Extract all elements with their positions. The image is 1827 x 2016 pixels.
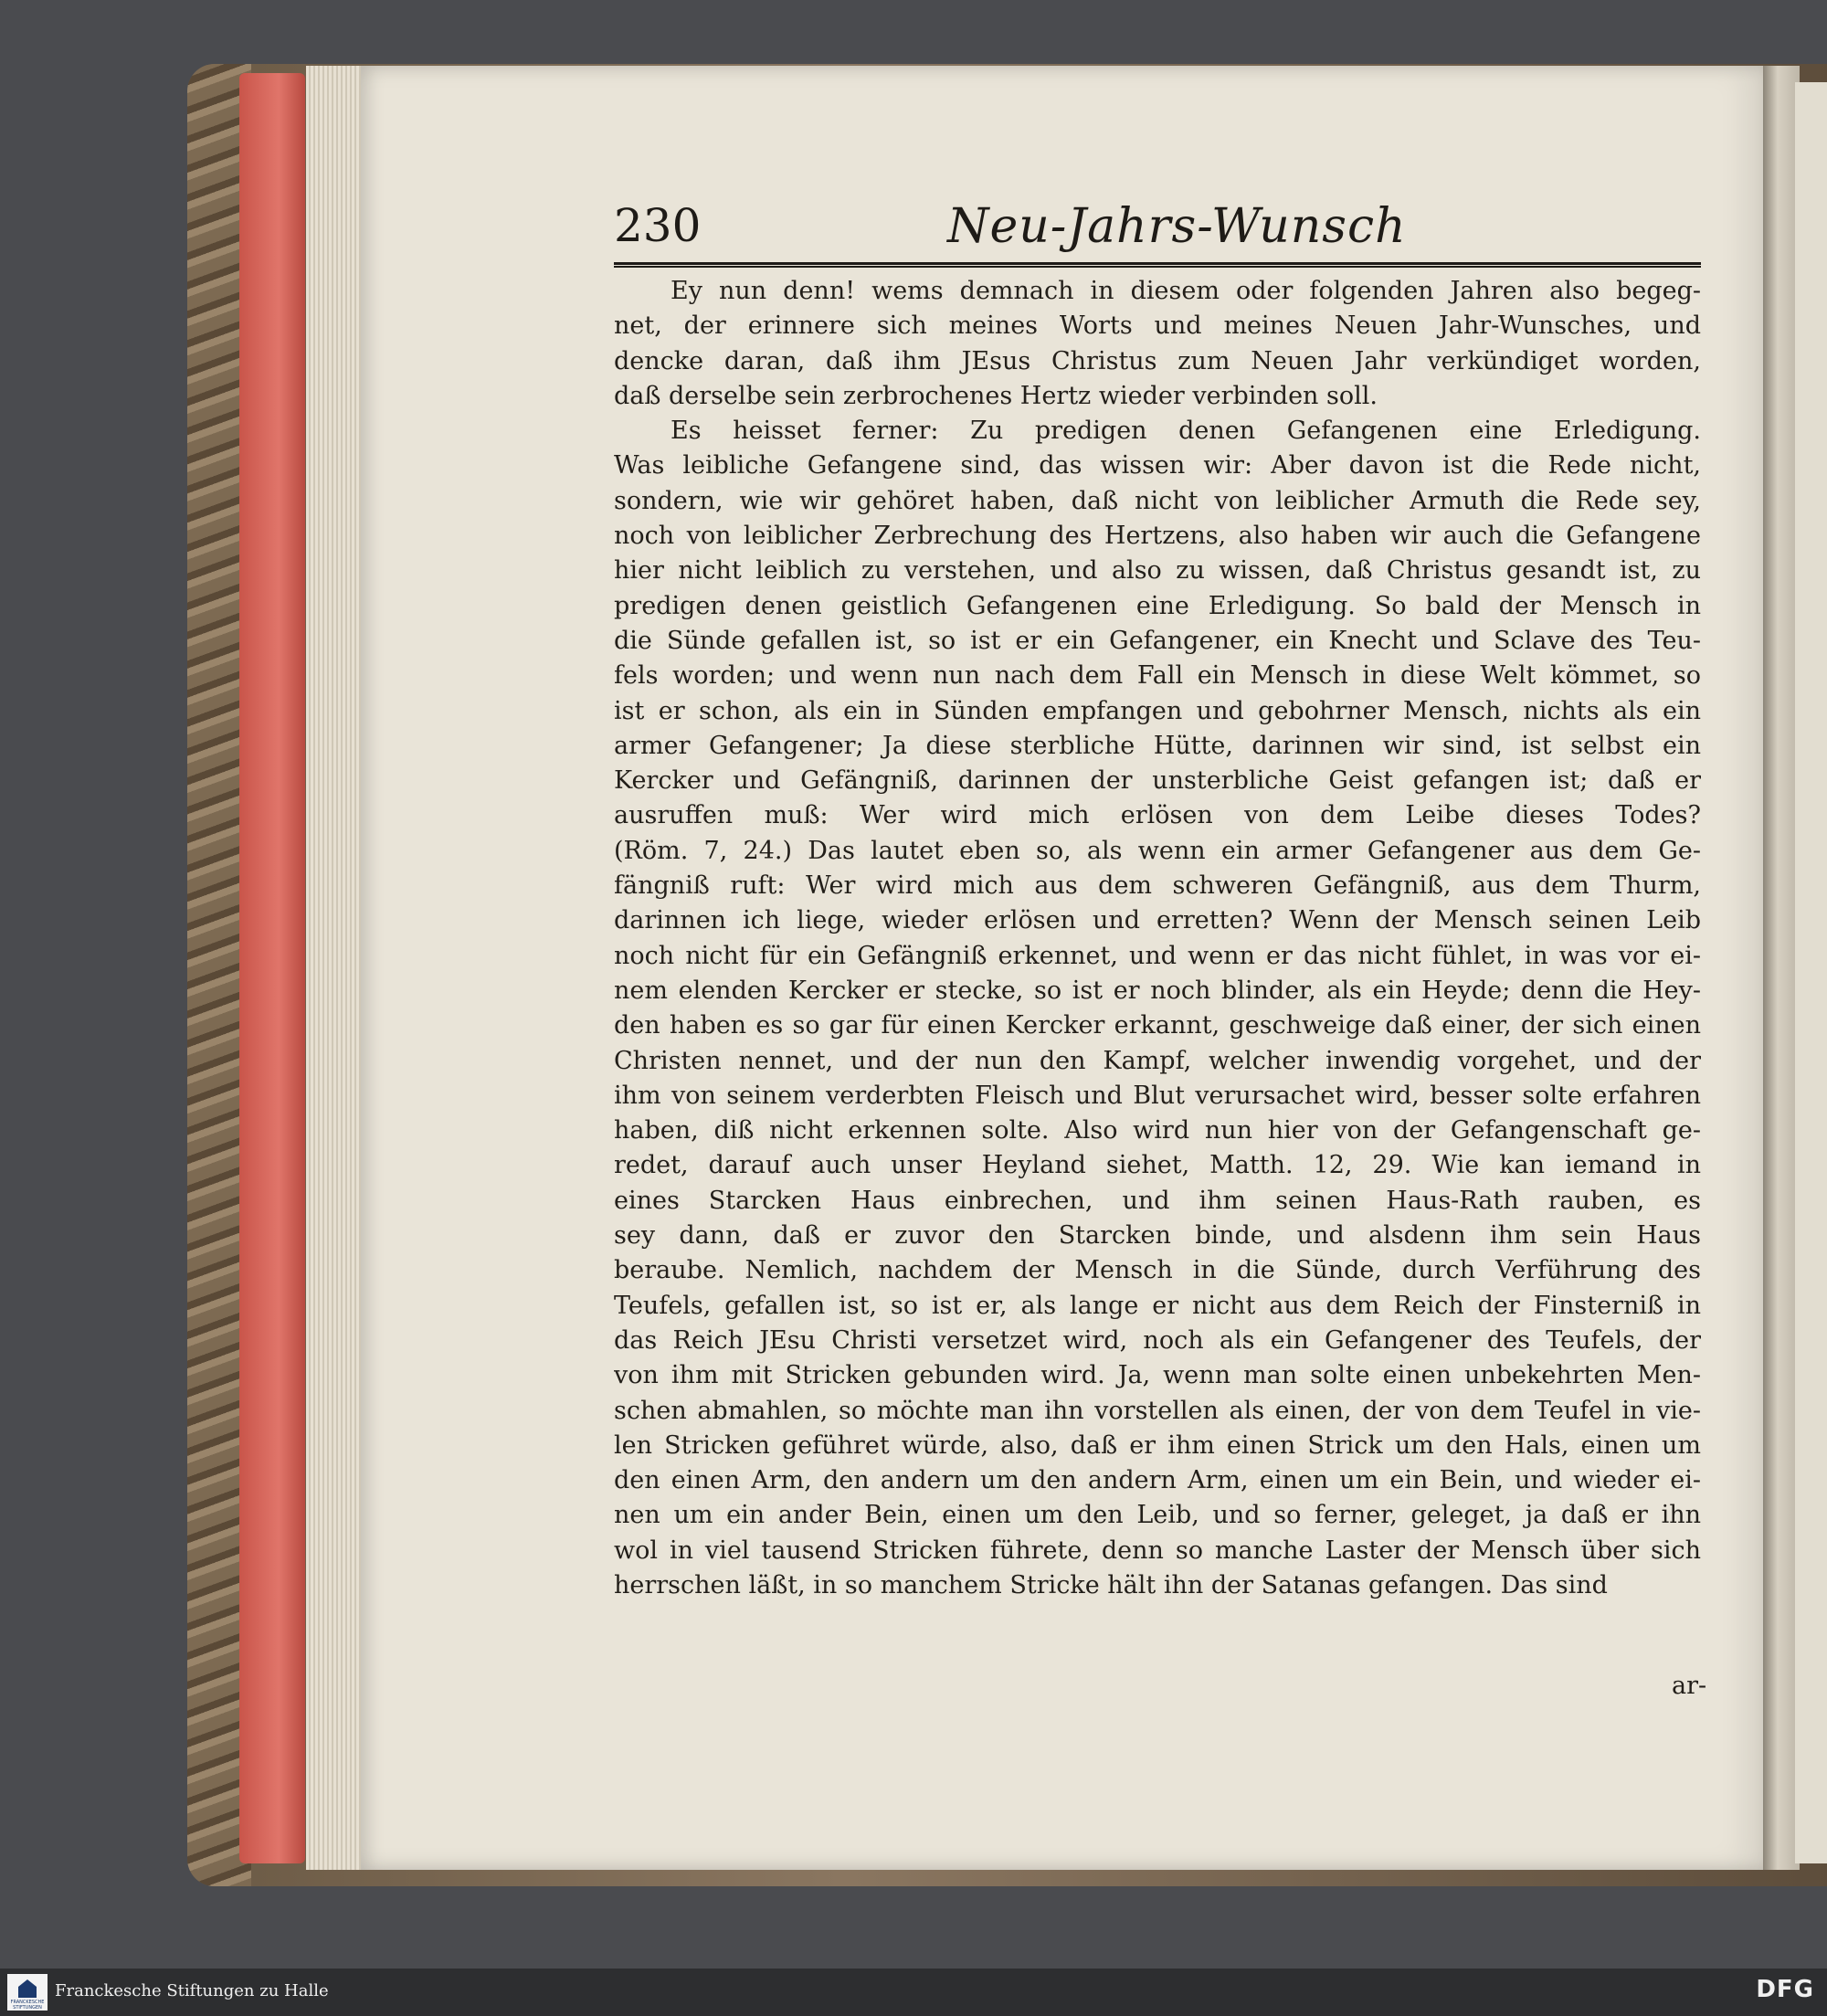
foundation-building-icon bbox=[18, 1979, 37, 1998]
text-line: Es heisset ferner: Zu predigen denen Gefangenen eine Erledigung. bbox=[671, 417, 1701, 446]
text-line: sey dann, daß er zuvor den Starcken binde, und alsdenn ihm sein Haus bbox=[614, 1221, 1701, 1251]
text-line: wol in viel tausend Stricken führete, denn so manche Laster der Mensch über sich bbox=[614, 1536, 1701, 1565]
text-line: Kercker und Gefängniß, darinnen der unsterbliche Geist gefangen ist; daß er bbox=[614, 766, 1701, 796]
institution-name[interactable]: Franckesche Stiftungen zu Halle bbox=[55, 1981, 329, 2000]
text-line: dencke daran, daß ihm JEsus Christus zum Neuen Jahr verkündiget worden, bbox=[614, 346, 1701, 375]
text-line: eines Starcken Haus einbrechen, und ihm seinen Haus-Rath rauben, es bbox=[614, 1186, 1701, 1215]
text-line: nem elenden Kercker er stecke, so ist er noch blinder, als ein Heyde; denn die Hey- bbox=[614, 976, 1701, 1005]
text-line: nen um ein ander Bein, einen um den Leib, und so ferner, geleget, ja daß er ihn bbox=[614, 1501, 1701, 1530]
text-line: fels worden; und wenn nun nach dem Fall ein Mensch in diese Welt kömmet, so bbox=[614, 661, 1701, 691]
header-rule bbox=[614, 262, 1701, 268]
text-line: redet, darauf auch unser Heyland siehet, Matth. 12, 29. Wie kan iemand in bbox=[614, 1151, 1701, 1180]
book-gutter bbox=[1763, 66, 1800, 1870]
text-line: Was leibliche Gefangene sind, das wissen wir: Aber davon ist die Rede nicht, bbox=[614, 451, 1701, 480]
text-line: beraube. Nemlich, nachdem der Mensch in die Sünde, durch Verführung des bbox=[614, 1256, 1701, 1285]
text-line: ihm von seinem verderbten Fleisch und Blut verursachet wird, besser solte erfahren bbox=[614, 1081, 1701, 1110]
text-line: Teufels, gefallen ist, so ist er, als lange er nicht aus dem Reich der Finsterniß in bbox=[614, 1291, 1701, 1320]
text-line: net, der erinnere sich meines Worts und meines Neuen Jahr-Wunsches, und bbox=[614, 311, 1701, 341]
text-line: sondern, wie wir gehöret haben, daß nicht von leiblicher Armuth die Rede sey, bbox=[614, 486, 1701, 515]
catchword: ar- bbox=[1672, 1672, 1707, 1700]
text-line: von ihm mit Stricken gebunden wird. Ja, wenn man solte einen unbekehrten Men- bbox=[614, 1361, 1701, 1390]
text-line: herrschen läßt, in so manchem Stricke hält ihn der Satanas gefangen. Das sind bbox=[614, 1570, 1608, 1599]
text-line: Ey nun denn! wems demnach in diesem oder folgenden Jahren also begeg- bbox=[671, 277, 1701, 305]
text-line: armer Gefangener; Ja diese sterbliche Hütte, darinnen wir sind, ist selbst ein bbox=[614, 731, 1701, 760]
text-line: noch von leiblicher Zerbrechung des Hertzens, also haben wir auch die Gefangene bbox=[614, 522, 1701, 551]
text-line: len Stricken geführet würde, also, daß er ihm einen Strick um den Hals, einen um bbox=[614, 1430, 1701, 1460]
text-line: noch nicht für ein Gefängniß erkennet, und wenn er das nicht fühlet, in was vor ei- bbox=[614, 941, 1701, 970]
text-line: ist er schon, als ein in Sünden empfangen und gebohrner Mensch, nichts als ein bbox=[614, 696, 1701, 725]
body-text bbox=[614, 274, 1701, 1603]
footer-bar bbox=[0, 1969, 1827, 2016]
text-line: daß derselbe sein zerbrochenes Hertz wieder verbinden soll. bbox=[614, 381, 1378, 410]
text-line: fängniß ruft: Wer wird mich aus dem schweren Gefängniß, aus dem Thurm, bbox=[614, 871, 1701, 901]
text-line: den einen Arm, den andern um den andern Arm, einen um ein Bein, und wieder ei- bbox=[614, 1466, 1701, 1495]
facing-page-edge bbox=[1795, 82, 1827, 1863]
text-line: darinnen ich liege, wieder erlösen und erretten? Wenn der Mensch seinen Leib bbox=[614, 906, 1701, 935]
logo-text: FRANCKESCHE STIFTUNGEN bbox=[10, 2000, 45, 2011]
text-line: schen abmahlen, so möchte man ihn vorstellen als einen, der von dem Teufel in vie- bbox=[614, 1396, 1701, 1425]
text-line: Christen nennet, und der nun den Kampf, welcher inwendig vorgehet, und der bbox=[614, 1046, 1701, 1075]
dfg-logo[interactable]: DFG bbox=[1756, 1976, 1814, 2003]
text-line: haben, diß nicht erkennen solte. Also wird nun hier von der Gefangenschaft ge- bbox=[614, 1116, 1701, 1145]
text-line: hier nicht leiblich zu verstehen, und also zu wissen, daß Christus gesandt ist, zu bbox=[614, 556, 1701, 586]
text-line: ausruffen muß: Wer wird mich erlösen von dem Leibe dieses Todes? bbox=[614, 801, 1701, 830]
institution-logo[interactable] bbox=[7, 1974, 48, 2011]
page-header bbox=[614, 199, 1701, 258]
text-line: den haben es so gar für einen Kercker erkannt, geschweige daß einer, der sich einen bbox=[614, 1011, 1701, 1040]
text-line: die Sünde gefallen ist, so ist er ein Gefangener, ein Knecht und Sclave des Teu- bbox=[614, 626, 1701, 655]
running-title: Neu-Jahrs-Wunsch bbox=[947, 199, 1407, 254]
page-number: 230 bbox=[614, 199, 702, 252]
text-line: predigen denen geistlich Gefangenen eine Erledigung. So bald der Mensch in bbox=[614, 591, 1701, 620]
text-line: das Reich JEsu Christi versetzet wird, noch als ein Gefangener des Teufels, der bbox=[614, 1325, 1701, 1355]
text-line: (Röm. 7, 24.) Das lautet eben so, als wenn ein armer Gefangener aus dem Ge- bbox=[614, 836, 1701, 865]
book-red-page-edge bbox=[239, 73, 305, 1863]
